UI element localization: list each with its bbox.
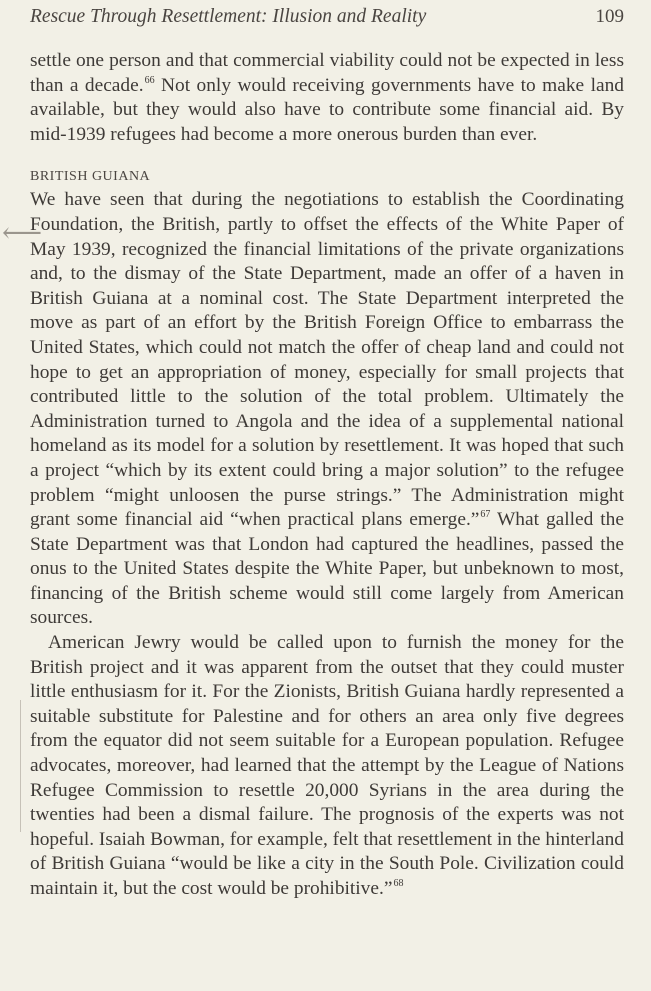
paragraph-british-guiana-intro bbox=[30, 188, 624, 631]
paragraph-text: settle one person and that commercial viability could not be expected in less than a decade. bbox=[30, 50, 624, 96]
paragraph-text: Not only would receiving governments have to make land available, but they would also have to contribute some financial aid. By mid-1939 refugees had become a more onerous burden than ever. bbox=[30, 74, 624, 145]
footnote-ref-67: 67 bbox=[480, 509, 491, 521]
margin-bracket-mark bbox=[20, 700, 27, 832]
paragraph-text: What galled the State Department was that London had captured the headlines, passed the onus to the United States despite the White Paper, but unbeknown to most, financing of the British scheme would still come largely from American sources. bbox=[30, 509, 624, 629]
paragraph-text: American Jewry would be called upon to furnish the money for the British project and it was apparent from the outset that they could muster little enthusiasm for it. For the Zionists, British Guiana hardly represented a suitable substitute for Palestine and for others an area only five degrees from the equator did not seem suitable for a European population. Refugee advocates, moreover, had learned that the attempt by the League of Nations Refugee Commission to resettle 20,000 Syrians in the area during the twenties had been a dismal failure. The prognosis of the experts was not hopeful. Isaiah Bowman, for example, felt that resettlement in the hinterland of British Guiana “would be like a city in the South Pole. Civilization could maintain it, but the cost would be prohibitive.” bbox=[30, 632, 624, 899]
running-title: Rescue Through Resettlement: Illusion and Reality bbox=[30, 6, 427, 27]
paragraph-text: We have seen that during the negotiations to establish the Coordinating Foundation, the British, partly to offset the effects of the White Paper of May 1939, recognized the financial limitations of the private organizations and, to the dismay of the State Department, made an offer of a haven in British Guiana at a nominal cost. The State Department interpreted the move as part of an effort by the British Foreign Office to embarrass the United States, which could not match the offer of cheap land and could not hope to get an appropriation of money, especially for small projects that contributed little to the solution of the total problem. Ultimately the Administration turned to Angola and the idea of a supplemental national homeland as its model for a solution by resettlement. It was hoped that such a project “which by its extent could bring a major solution” to the refugee problem “might unloosen the purse strings.” The Administration might grant some financial aid “when practical plans emerge.” bbox=[30, 189, 624, 531]
section-heading: BRITISH GUIANA bbox=[30, 169, 151, 185]
paragraph-continued bbox=[30, 49, 624, 147]
running-head bbox=[30, 6, 624, 32]
book-page bbox=[30, 6, 624, 902]
footnote-ref-68: 68 bbox=[393, 878, 404, 889]
page-number: 109 bbox=[595, 6, 624, 27]
margin-pencil-mark-icon: ⟵ bbox=[2, 218, 43, 249]
paragraph-american-jewry bbox=[30, 631, 624, 902]
footnote-ref-66: 66 bbox=[144, 74, 155, 86]
